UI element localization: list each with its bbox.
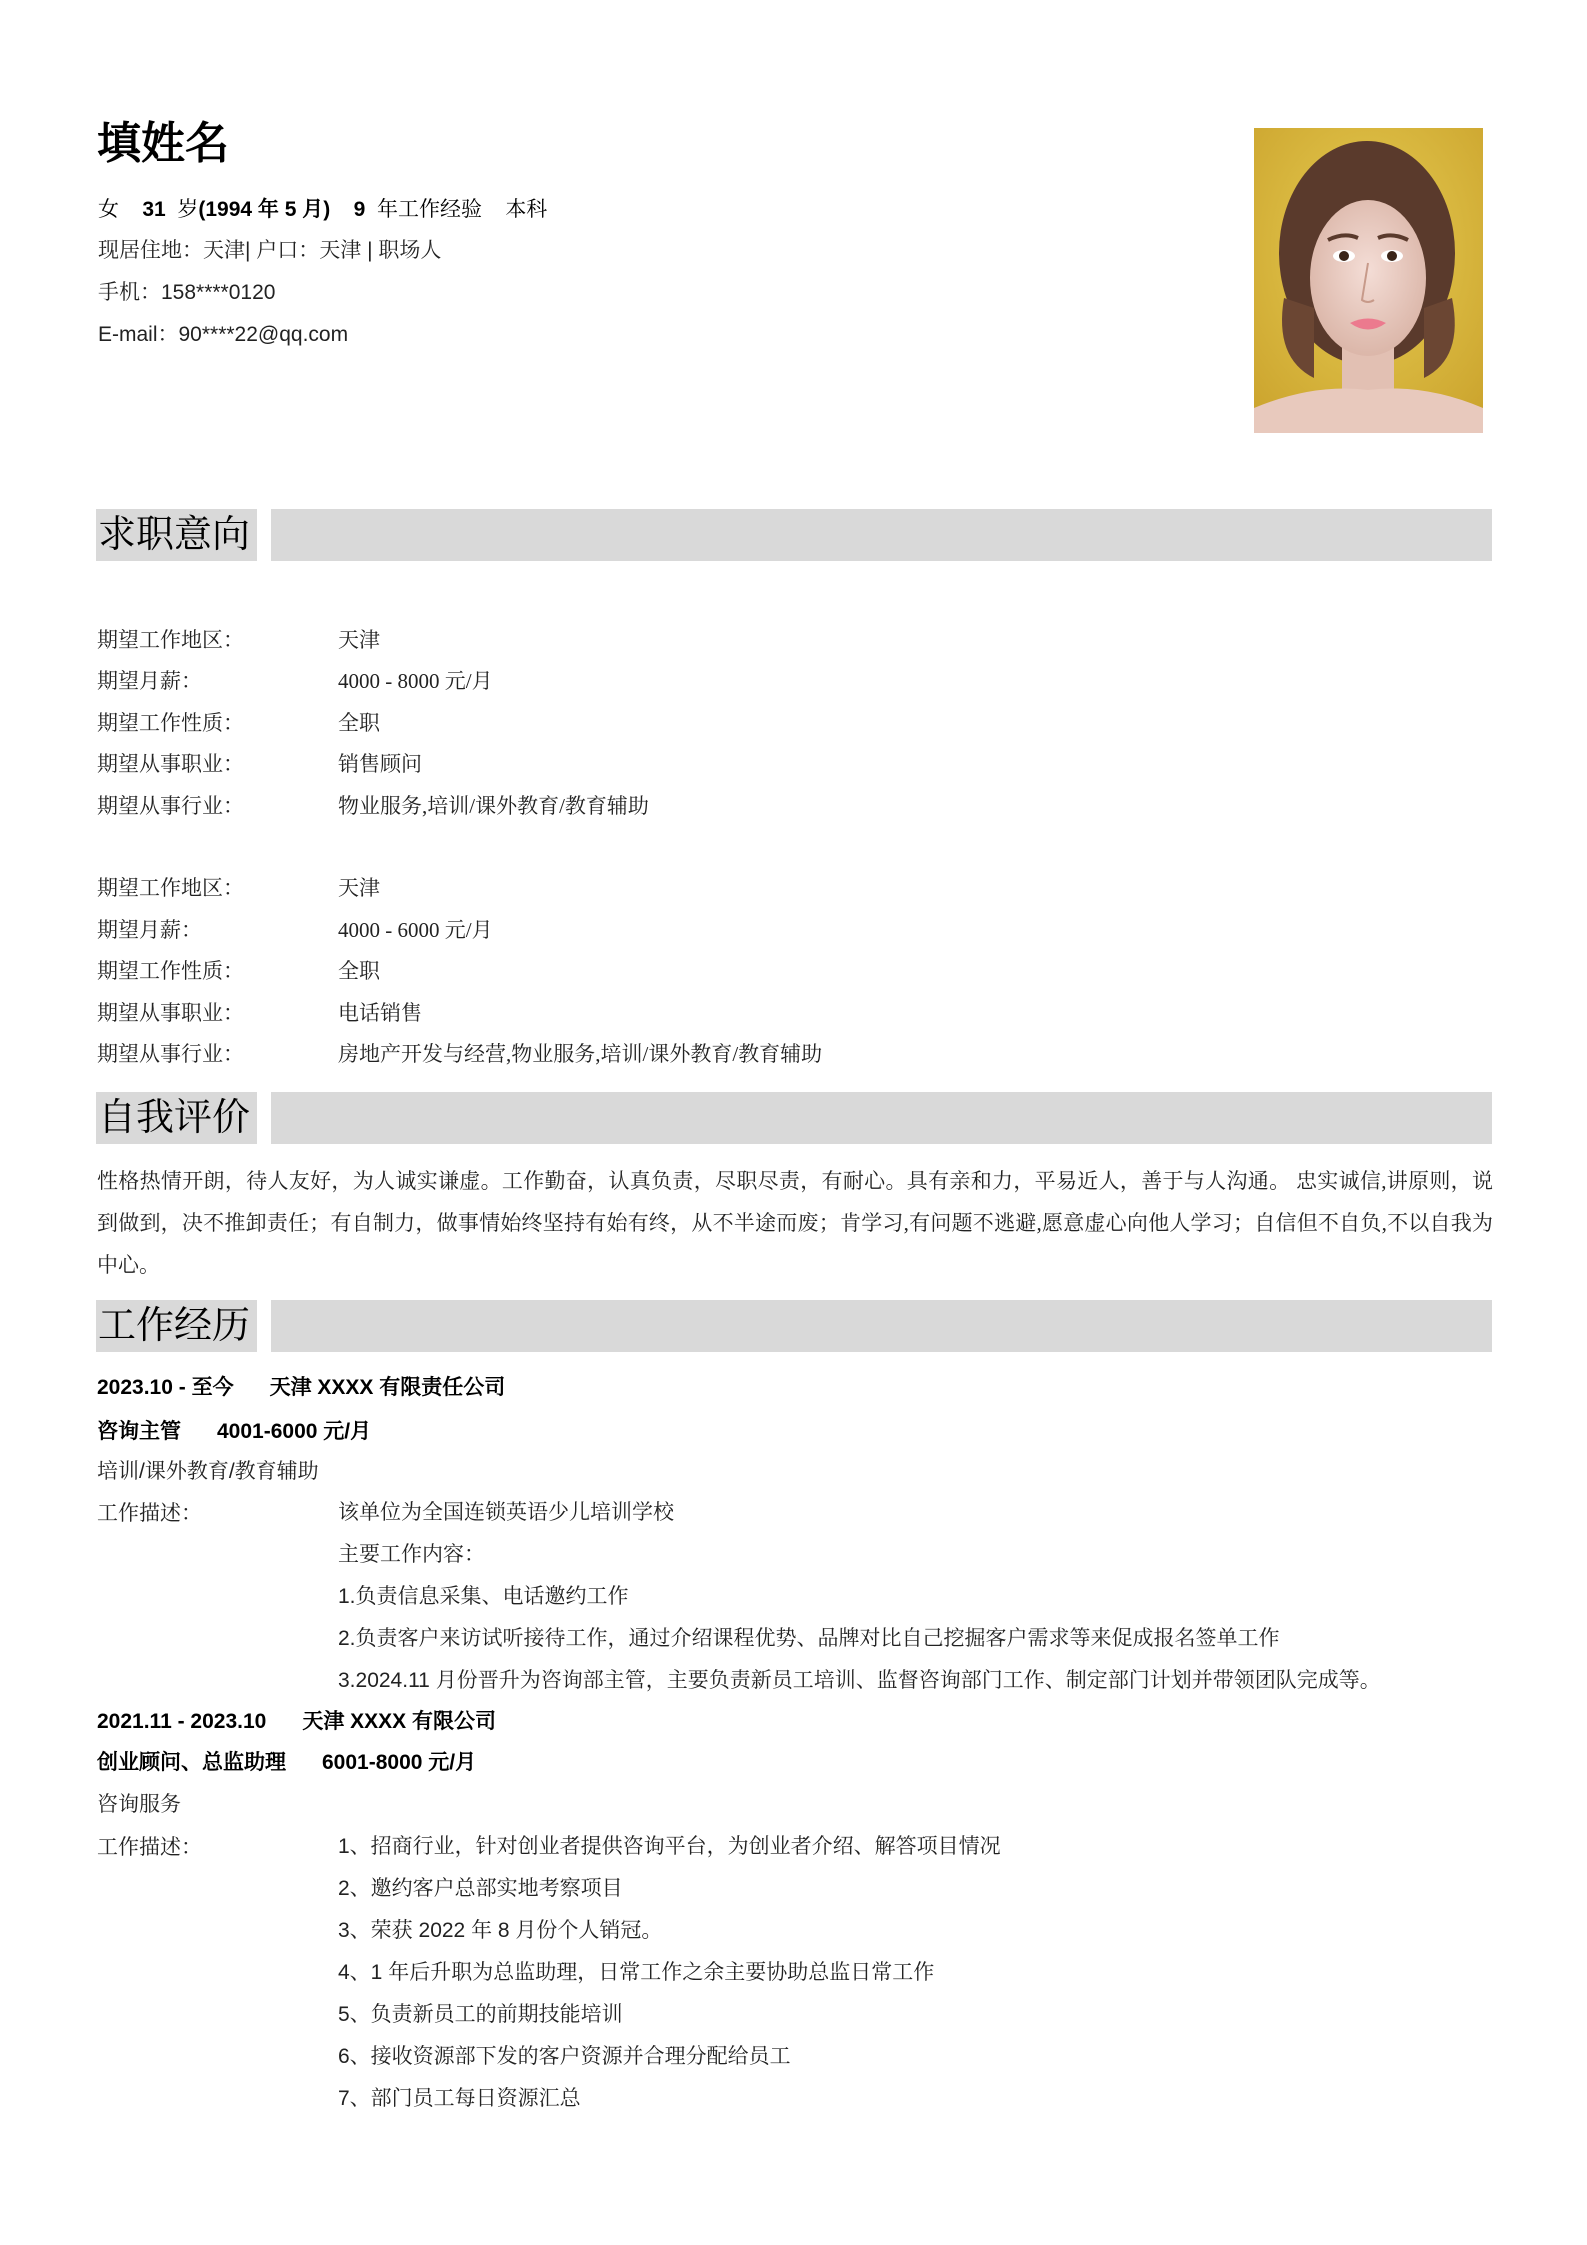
job-desc-item: 4、1 年后升职为总监助理，日常工作之余主要协助总监日常工作 [338,1961,935,1984]
job-title: 创业顾问、总监助理 [97,1751,286,1774]
age-unit: 岁 [177,198,199,221]
intent-value-position: 电话销售 [338,1001,422,1025]
job-industry: 培训/课外教育/教育辅助 [97,1460,319,1483]
intent-label: 期望从事职业： [97,1001,244,1025]
section-bar-work [271,1300,1492,1352]
job-header [97,1374,505,1402]
section-bar-intent [271,509,1492,561]
portrait-image-icon [1254,128,1483,433]
experience-years: 9 [353,198,366,221]
intent-label: 期望从事行业： [97,1042,244,1066]
intent-label: 期望从事职业： [97,752,244,776]
job-desc-item: 2、邀约客户总部实地考察项目 [338,1877,623,1900]
job-period: 2023.10 - 至今 [97,1376,234,1399]
job-industry: 咨询服务 [97,1793,181,1816]
intent-label: 期望月薪： [97,918,202,942]
location-line: 现居住地：天津| 户口：天津 | 职场人 [98,239,442,262]
experience-label: 年工作经验 [376,198,482,221]
job-desc-item: 1.负责信息采集、电话邀约工作 [338,1585,629,1608]
job-desc-item: 7、部门员工每日资源汇总 [338,2087,581,2110]
intent-value-location: 天津 [338,876,380,900]
self-evaluation-text: 性格热情开朗，待人友好，为人诚实谦虚。工作勤奋，认真负责，尽职尽责，有耐心。具有亲和力，平易近人，善于与人沟通。 忠实诚信,讲原则，说到做到，决不推卸责任；有自制力，做事情始终坚持有始有终，从不半途而废；肯学习,有问题不逃避,愿意虚心向他人学习；自信但不自负,不以自我为中心。 [97,1169,1493,1277]
candidate-name: 填姓名 [97,119,229,168]
section-bar-self-eval [271,1092,1492,1144]
intent-label: 期望工作地区： [97,628,244,652]
section-title-self-eval: 自我评价 [96,1092,257,1144]
job-desc-item: 2.负责客户来访试听接待工作，通过介绍课程优势、品牌对比自己挖掘客户需求等来促成报名签单工作 [338,1627,1280,1650]
intent-value-industry: 房地产开发与经营,物业服务,培训/课外教育/教育辅助 [338,1042,823,1066]
job-header [97,1708,496,1736]
job-desc-item: 主要工作内容： [338,1543,485,1566]
intent-label: 期望月薪： [97,669,202,693]
job-desc-item: 1、招商行业，针对创业者提供咨询平台，为创业者介绍、解答项目情况 [338,1835,1001,1858]
intent-label: 期望从事行业： [97,794,244,818]
intent-value-location: 天津 [338,628,380,652]
job-desc-item: 3.2024.11 月份晋升为咨询部主管，主要负责新员工培训、监督咨询部门工作、制定部门计划并带领团队完成等。 [338,1669,1381,1692]
job-company: 天津 XXXX 有限责任公司 [269,1376,506,1399]
intent-value-type: 全职 [338,711,380,735]
job-title-line [97,1749,476,1777]
job-salary: 6001-8000 元/月 [322,1751,477,1774]
job-salary: 4001-6000 元/月 [217,1420,372,1443]
intent-label: 期望工作性质： [97,959,244,983]
job-company: 天津 XXXX 有限公司 [302,1710,497,1733]
intent-value-salary: 4000 - 6000 元/月 [338,918,493,942]
intent-label: 期望工作地区： [97,876,244,900]
phone-line: 手机：158****0120 [98,281,276,304]
job-desc-label: 工作描述： [97,1835,202,1859]
section-title-work: 工作经历 [96,1300,257,1352]
job-title: 咨询主管 [97,1420,181,1443]
education: 本科 [505,198,548,221]
intent-value-industry: 物业服务,培训/课外教育/教育辅助 [338,794,649,818]
job-desc-item: 3、荣获 2022 年 8 月份个人销冠。 [338,1919,663,1942]
profile-photo [1254,128,1483,433]
email-line: E-mail：90****22@qq.com [98,323,349,346]
intent-value-type: 全职 [338,959,380,983]
basic-info-line [98,196,547,224]
job-desc-item: 该单位为全国连锁英语少儿培训学校 [338,1501,674,1524]
section-title-intent: 求职意向 [96,509,257,561]
intent-value-salary: 4000 - 8000 元/月 [338,669,493,693]
age: 31 [142,198,166,221]
job-desc-item: 5、负责新员工的前期技能培训 [338,2003,623,2026]
job-title-line [97,1418,371,1446]
intent-label: 期望工作性质： [97,711,244,735]
birth-date: (1994 年 5 月) [198,198,331,221]
gender: 女 [98,198,119,221]
intent-value-position: 销售顾问 [338,752,422,776]
job-period: 2021.11 - 2023.10 [97,1710,267,1733]
job-desc-item: 6、接收资源部下发的客户资源并合理分配给员工 [338,2045,791,2068]
job-desc-label: 工作描述： [97,1501,202,1525]
